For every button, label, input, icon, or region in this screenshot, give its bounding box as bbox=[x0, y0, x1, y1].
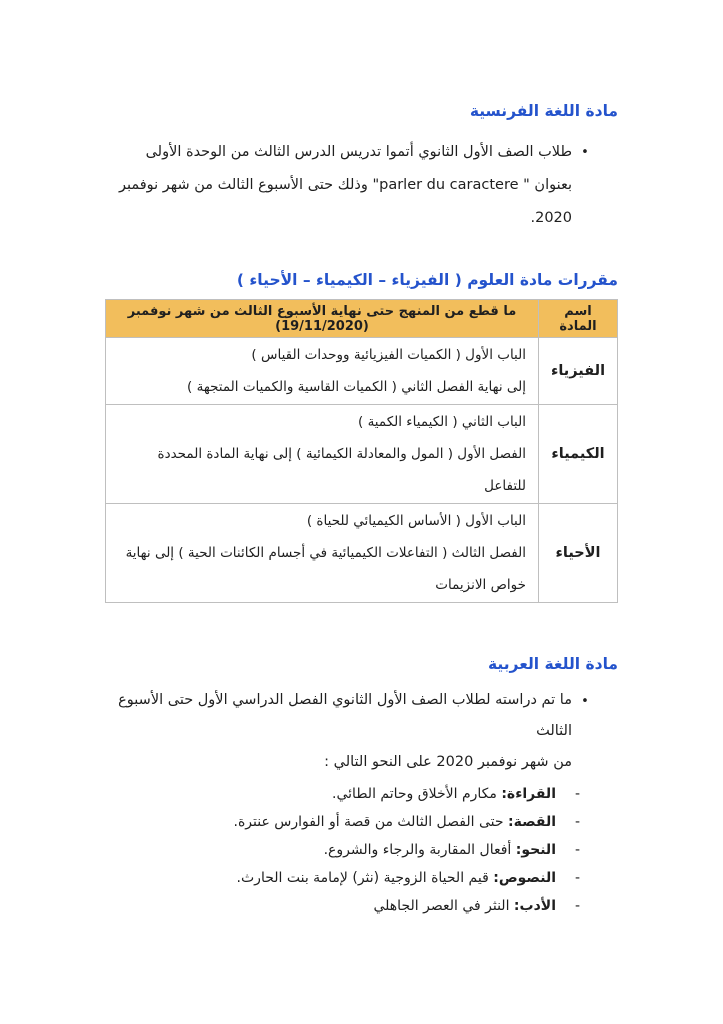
reading-topic bbox=[332, 780, 556, 808]
table-header-row bbox=[106, 300, 618, 338]
dash-marker-icon: - bbox=[574, 898, 580, 914]
dash-marker-icon: - bbox=[574, 842, 580, 858]
story-topic bbox=[234, 808, 556, 836]
french-bullet-text bbox=[105, 136, 572, 235]
literature-topic-label: الأدب: bbox=[513, 898, 556, 914]
story-topic-label: القصة: bbox=[507, 814, 556, 830]
physics-subject-label: الفيزياء bbox=[539, 338, 618, 405]
table-header-subject: اسم المادة bbox=[539, 300, 618, 338]
table-row-biology bbox=[106, 504, 618, 603]
biology-subject-label: الأحياء bbox=[539, 504, 618, 603]
list-item-literature bbox=[105, 892, 580, 920]
list-item-reading bbox=[105, 780, 580, 808]
chemistry-progress-line-1: الباب الثاني ( الكيمياء الكمية ) bbox=[358, 414, 526, 430]
table-row-chemistry bbox=[106, 405, 618, 504]
list-item-grammar bbox=[105, 836, 580, 864]
arabic-section-heading: مادة اللغة العربية bbox=[488, 655, 618, 673]
arabic-bullet-item bbox=[105, 685, 618, 778]
table-row-physics bbox=[106, 338, 618, 405]
french-bullet-line-2: بعنوان " parler du caractere" وذلك حتى الأسبوع الثالث من شهر نوفمبر 2020. bbox=[118, 177, 572, 226]
science-subjects-table bbox=[105, 299, 618, 603]
texts-topic-label: النصوص: bbox=[493, 870, 556, 886]
chemistry-subject-label: الكيمياء bbox=[539, 405, 618, 504]
biology-progress-cell bbox=[106, 504, 539, 603]
grammar-topic-text: أفعال المقاربة والرجاء والشروع. bbox=[323, 842, 516, 858]
dash-marker-icon: - bbox=[574, 814, 580, 830]
arabic-bullet-line-1: ما تم دراسته لطلاب الصف الأول الثانوي الفصل الدراسي الأول حتى الأسبوع الثالث bbox=[118, 692, 572, 739]
physics-progress-cell bbox=[106, 338, 539, 405]
literature-topic-text: النثر في العصر الجاهلي bbox=[373, 898, 514, 914]
list-item-story bbox=[105, 808, 580, 836]
arabic-topics-list bbox=[105, 780, 618, 920]
bullet-marker-icon: • bbox=[581, 694, 589, 709]
grammar-topic bbox=[324, 836, 556, 864]
arabic-bullet-line-2: من شهر نوفمبر 2020 على النحو التالي : bbox=[324, 754, 572, 770]
science-section-heading: مقررات مادة العلوم ( الفيزياء – الكيمياء – الأحياء ) bbox=[236, 271, 618, 289]
chemistry-progress-cell bbox=[106, 405, 539, 504]
physics-progress-line-1: الباب الأول ( الكميات الفيزيائية ووحدات القياس ) bbox=[251, 347, 526, 363]
dash-marker-icon: - bbox=[574, 870, 580, 886]
reading-topic-text: مكارم الأخلاق وحاتم الطائي. bbox=[332, 786, 502, 802]
reading-topic-label: القراءة: bbox=[501, 786, 556, 802]
french-bullet-item bbox=[105, 136, 618, 235]
french-section-heading: مادة اللغة الفرنسية bbox=[469, 102, 618, 120]
physics-progress-line-2: إلى نهاية الفصل الثاني ( الكميات القاسية والكميات المتجهة ) bbox=[187, 379, 526, 395]
table-header-progress: ما قطع من المنهج حتى نهاية الأسبوع الثالث من شهر نوفمبر (19/11/2020) bbox=[106, 300, 539, 338]
grammar-topic-label: النحو: bbox=[515, 842, 556, 858]
biology-progress-line-1: الباب الأول ( الأساس الكيميائي للحياة ) bbox=[306, 513, 526, 529]
list-item-texts bbox=[105, 864, 580, 892]
literature-topic bbox=[374, 892, 557, 920]
chemistry-progress-line-2: الفصل الأول ( المول والمعادلة الكيمائية ) إلى نهاية المادة المحددة للتفاعل bbox=[157, 446, 526, 494]
texts-topic-text: قيم الحياة الزوجية (نثر) لإمامة بنت الحارث. bbox=[236, 870, 494, 886]
arabic-bullet-text bbox=[105, 685, 572, 778]
texts-topic bbox=[237, 864, 556, 892]
dash-marker-icon: - bbox=[574, 786, 580, 802]
story-topic-text: حتى الفصل الثالث من قصة أو الفوارس عنترة. bbox=[233, 814, 508, 830]
biology-progress-line-2: الفصل الثالث ( التفاعلات الكيميائية في أجسام الكائنات الحية ) إلى نهاية خواص الانزيمات bbox=[125, 545, 526, 593]
french-bullet-line-1: طلاب الصف الأول الثانوي أتموا تدريس الدرس الثالث من الوحدة الأولى bbox=[145, 144, 572, 160]
bullet-marker-icon: • bbox=[581, 145, 589, 160]
